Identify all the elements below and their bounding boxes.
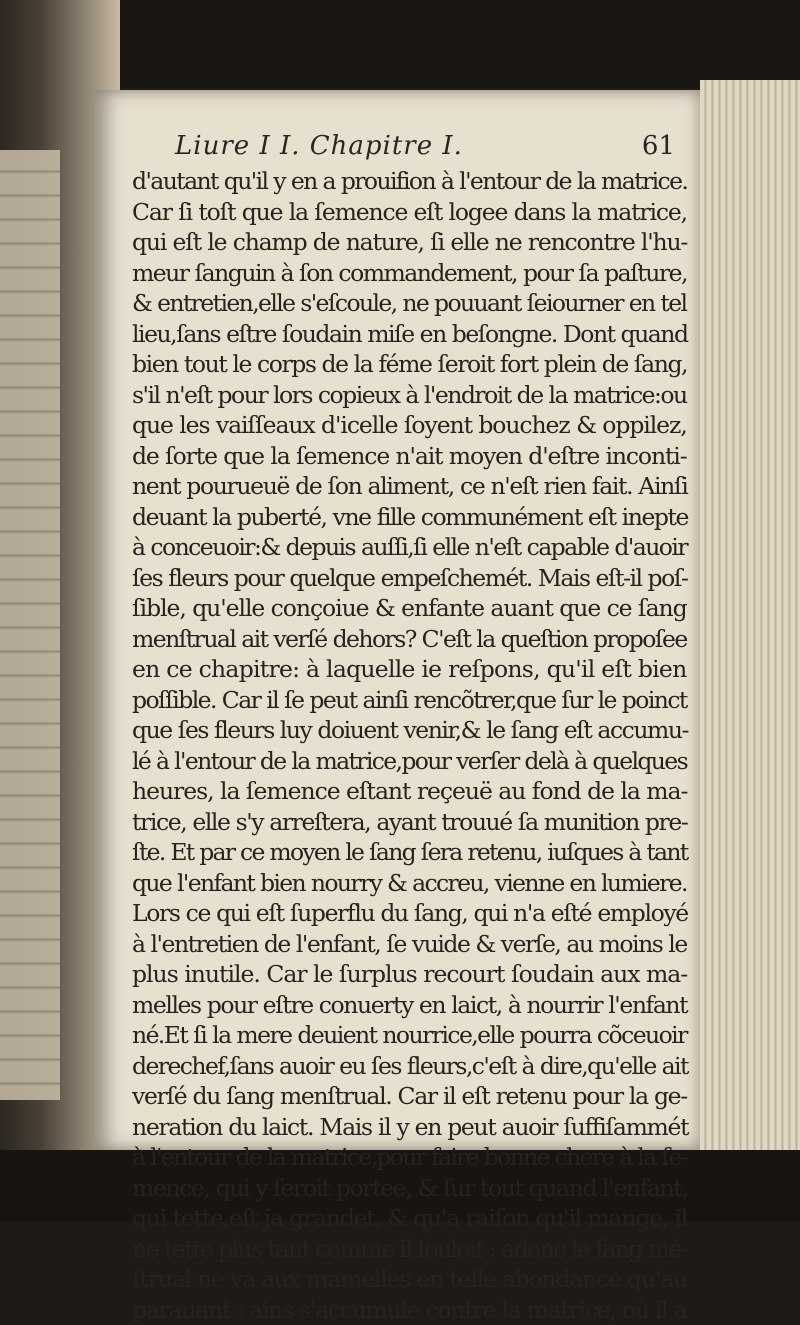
text-line: qui tette,eſt ja grandet, & qu'a raiſon qu'il mange, il <box>132 1203 692 1234</box>
text-line: poſſible. Car il ſe peut ainſi rencõtrer,que ſur le poinct <box>132 685 692 716</box>
text-line: derechef,ſans auoir eu ſes fleurs,c'eſt à dire,qu'elle ait <box>132 1051 692 1082</box>
text-line: bien tout le corps de la féme ſeroit fort plein de ſang, <box>132 349 692 380</box>
running-header <box>175 131 675 161</box>
text-line: ſtrual ne va aux mamelles en telle abondance qu'au <box>132 1264 692 1295</box>
text-line: à conceuoir:& depuis auſſi,ſi elle n'eſt capable d'auoir <box>132 532 692 563</box>
text-line: s'il n'eſt pour lors copieux à l'endroit de la matrice:ou <box>132 380 692 411</box>
text-line: neration du laict. Mais il y en peut auoir ſuffiſammét <box>132 1112 692 1143</box>
text-line: deuant la puberté, vne fille communément eſt inepte <box>132 502 692 533</box>
body-text <box>132 166 692 1325</box>
text-line: ſible, qu'elle conçoiue & enfante auant que ce ſang <box>132 593 692 624</box>
text-line: parauant : ains s'accumule contre la matrice, où il a <box>132 1295 692 1325</box>
text-line: lieu,ſans eſtre ſoudain miſe en beſongne. Dont quand <box>132 319 692 350</box>
text-line: lé à l'entour de la matrice,pour verſer delà à quelques <box>132 746 692 777</box>
text-line: verſé du ſang menſtrual. Car il eſt retenu pour la ge- <box>132 1081 692 1112</box>
text-line: Lors ce qui eſt ſuperflu du ſang, qui n'a eſté employé <box>132 898 692 929</box>
scan-top-border <box>0 0 800 88</box>
text-line: nent pourueuë de ſon aliment, ce n'eſt rien fait. Ainſi <box>132 471 692 502</box>
page-number: 61 <box>642 131 675 161</box>
text-line: que ſes fleurs luy doiuent venir,& le ſang eſt accumu- <box>132 715 692 746</box>
text-line: meur ſanguin à ſon commandement, pour ſa paſture, <box>132 258 692 289</box>
text-line: que l'enfant bien nourry & accreu, vienne en lumiere. <box>132 868 692 899</box>
text-line: d'autant qu'il y en a prouifion à l'entour de la matrice. <box>132 166 692 197</box>
page-fore-edge <box>700 80 800 1160</box>
previous-page-edge <box>0 150 60 1100</box>
text-line: mence, qui y ſeroit portee, & ſur tout quand l'enfant, <box>132 1173 692 1204</box>
running-title: Liure I I. Chapitre I. <box>175 131 463 161</box>
text-line: & entretien,elle s'eſcoule, ne pouuant ſeiourner en tel <box>132 288 692 319</box>
text-line: plus inutile. Car le ſurplus recourt ſoudain aux ma- <box>132 959 692 990</box>
text-line: ne tette plus tant comme il ſouloit : adonc le ſang mé- <box>132 1234 692 1265</box>
text-line: né.Et ſi la mere deuient nourrice,elle pourra cõceuoir <box>132 1020 692 1051</box>
text-line: Car ſi toſt que la ſemence eſt logee dans la matrice, <box>132 197 692 228</box>
text-line: menſtrual ait verſé dehors? C'eſt la queſtion propoſee <box>132 624 692 655</box>
text-line: qui eſt le champ de nature, ſi elle ne rencontre l'hu- <box>132 227 692 258</box>
text-line: heures, la ſemence eſtant reçeuë au fond de la ma- <box>132 776 692 807</box>
text-line: à l'entour de la matrice,pour faire bonne chere à la ſe- <box>132 1142 692 1173</box>
text-line: à l'entretien de l'enfant, ſe vuide & verſe, au moins le <box>132 929 692 960</box>
text-line: que les vaiſſeaux d'icelle ſoyent bouchez & oppilez, <box>132 410 692 441</box>
text-line: melles pour eſtre conuerty en laict, à nourrir l'enfant <box>132 990 692 1021</box>
text-line: trice, elle s'y arreſtera, ayant trouué ſa munition pre- <box>132 807 692 838</box>
text-line: ſte. Et par ce moyen le ſang ſera retenu, iuſques à tant <box>132 837 692 868</box>
text-line: de ſorte que la ſemence n'ait moyen d'eſtre inconti- <box>132 441 692 472</box>
text-line: en ce chapitre: à laquelle ie reſpons, qu'il eſt bien <box>132 654 692 685</box>
text-line: ſes fleurs pour quelque empeſchemét. Mais eſt-il poſ- <box>132 563 692 594</box>
